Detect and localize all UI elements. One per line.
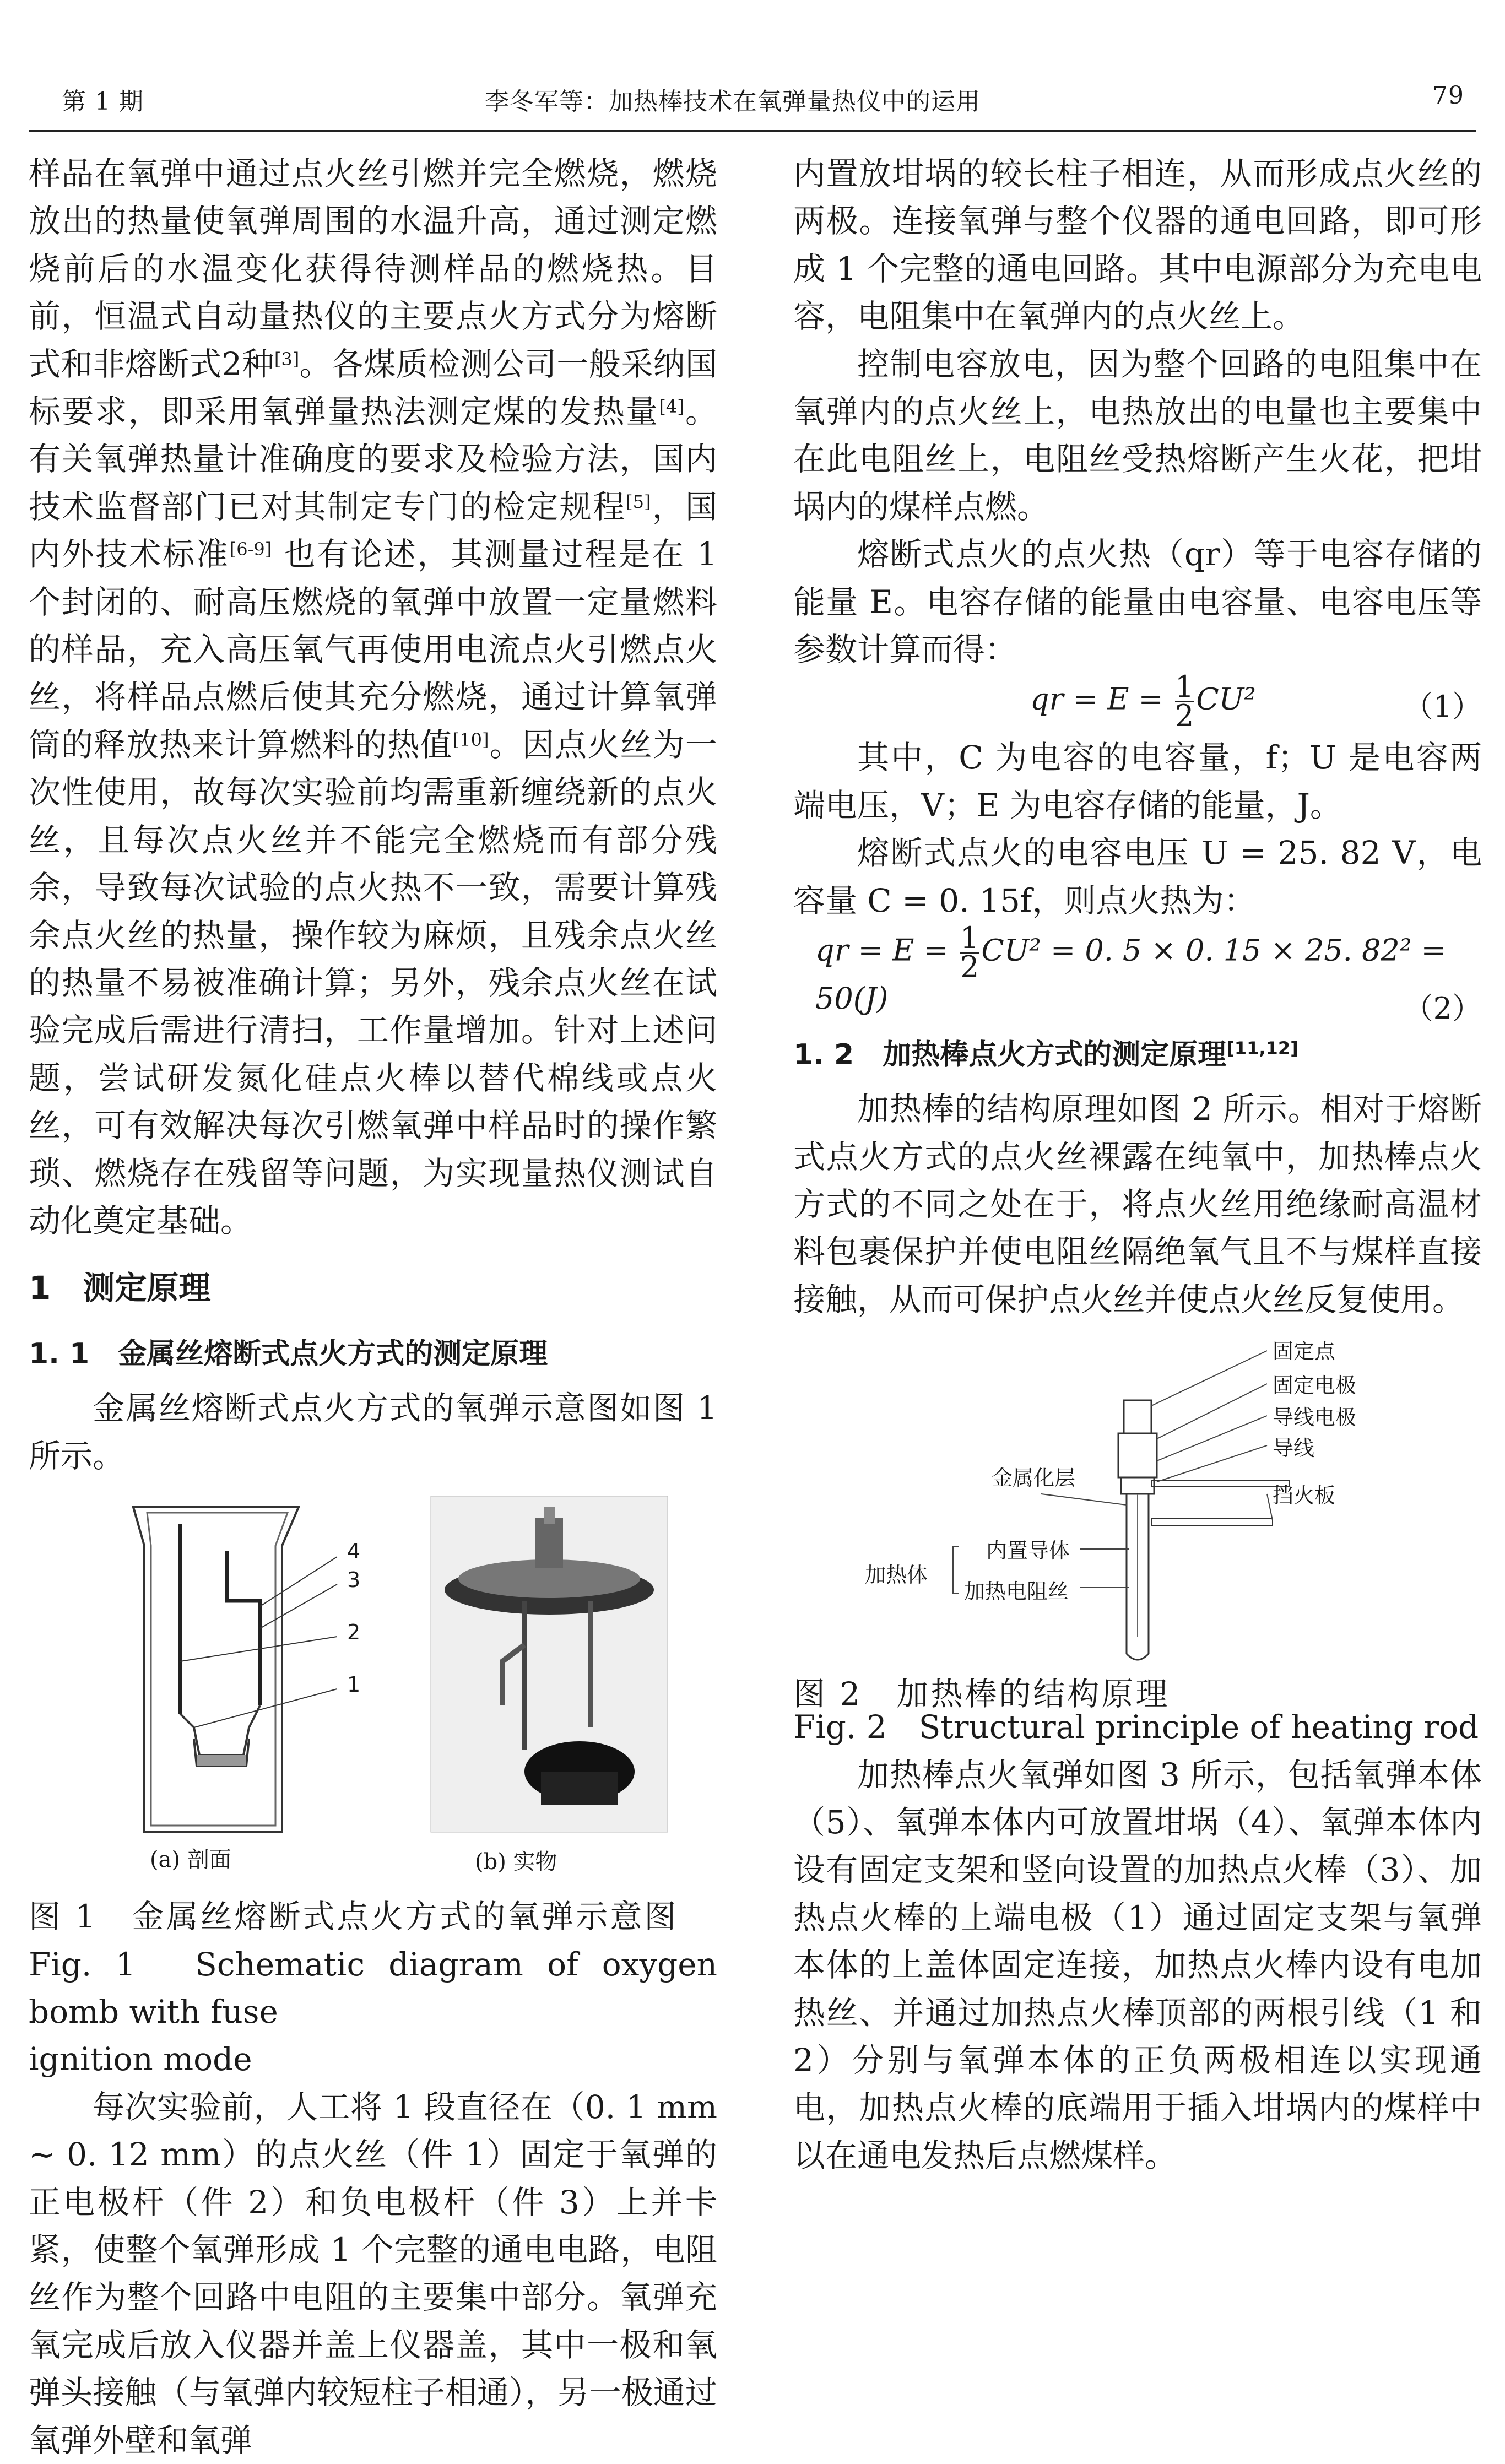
subsection-heading: 1. 2 加热棒点火方式的测定原理[11,12] xyxy=(793,1038,1298,1072)
fig2-label-inner-conductor: 内置导体 xyxy=(986,1539,1070,1563)
paragraph: 加热棒点火氧弹如图 3 所示，包括氧弹本体（5）、氧弹本体内可放置坩埚（4）、氧弹本体内设有固定支架和竖向设置的加热点火棒（3）、加热点火棒的上端电极（1）通过固定支架与氧弹本体的上盖体固定连接，加热点火棒内设有电加热丝、并通过加热点火棒顶部的两根引线（1 和 2）分别与氧弹本体的正负两极相连以实现通电，加热点火棒的底端用于插入坩埚内的煤样中以在通电发热后点燃煤样。 xyxy=(793,1756,1482,2174)
fig2-label-fixed-electrode: 固定电极 xyxy=(1273,1373,1357,1398)
equation-2: qr = E = $\frac{1}{2}$ CU² = 0. 5 × 0. 15 × 25. 82² = 50(J) xyxy=(815,920,1446,1016)
figure-1 xyxy=(29,1496,717,1893)
fig2-label-heating-body: 加热体 xyxy=(865,1563,928,1588)
figure-1-caption-en: Fig. 1 Schematic diagram of oxygen bomb with fuse xyxy=(29,1945,717,2030)
paragraph: 样品在氧弹中通过点火丝引燃并完全燃烧，燃烧放出的热量使氧弹周围的水温升高，通过测定燃烧前后的水温变化获得待测样品的燃烧热。目前，恒温式自动量热仪的主要点火方式分为熔断式和非熔断式2种[3]。各煤质检测公司一般采纳国标要求，即采用氧弹量热法测定煤的发热量[4]。有关氧弹热量计准确度的要求及检验方法，国内技术监督部门已对其制定专门的检定规程[5]，国内外技术标准[6-9] 也有论述，其测量过程是在 1 个封闭的、耐高压燃烧的氧弹中放置一定量燃料的样品，充入高压氧气再使用电流点火引燃点火丝，将样品点燃后使其充分燃烧，通过计算氧弹筒的释放热来计算燃料的热值[10]。因点火丝为一次性使用，故每次实验前均需重新缠绕新的点火丝，且每次点火丝并不能完全燃烧而有部分残余，导致每次试验的点火热不一致，需要计算残余点火丝的热量，操作较为麻烦，且残余点火丝的热量不易被准确计算；另外，残余点火丝在试验完成后需进行清扫，工作量增加。针对上述问题，尝试研发氮化硅点火棒以替代棉线或点火丝，可有效解决每次引燃氧弹中样品时的操作繁琐、燃烧存在残留等问题，为实现量热仪测试自动化奠定基础。 xyxy=(29,155,717,1239)
figure-2-drawing xyxy=(793,1329,1482,1670)
header-title: 李冬军等：加热棒技术在氧弹量热仪中的运用 xyxy=(485,88,981,116)
paragraph: 控制电容放电，因为整个回路的电阻集中在氧弹内的点火丝上，电热放出的电量也主要集中在此电阻丝上，电阻丝受热熔断产生火花，把坩埚内的煤样点燃。 xyxy=(793,345,1482,526)
subsection-heading: 1. 1 金属丝熔断式点火方式的测定原理 xyxy=(29,1337,548,1371)
paragraph: 熔断式点火的电容电压 U = 25. 82 V，电容量 C = 0. 15f，则点火热为： xyxy=(793,834,1482,919)
fig1-callout-3: 3 xyxy=(347,1568,361,1593)
fig2-label-lead-wire: 导线 xyxy=(1273,1436,1315,1461)
figure-2-caption-en: Fig. 2 Structural principle of heating rod xyxy=(793,1708,1479,1746)
figure-1-drawing xyxy=(29,1496,717,1849)
left-column xyxy=(29,150,717,2464)
fig1-callout-4: 4 xyxy=(347,1539,361,1564)
equation-1-number: （1） xyxy=(1403,689,1482,724)
equation-2-number-row xyxy=(793,985,1482,1025)
fig1-callout-1: 1 xyxy=(347,1672,361,1697)
figure-2-caption-cn: 图 2 加热棒的结构原理 xyxy=(793,1675,1170,1713)
figure-1-caption-en-2: ignition mode xyxy=(29,2040,252,2078)
paragraph: 每次实验前，人工将 1 段直径在（0. 1 mm ~ 0. 12 mm）的点火丝（件 1）固定于氧弹的正电极杆（件 2）和负电极杆（件 3）上并卡紧，使整个氧弹形成 1 个完整的通电电路，电阻丝作为整个回路中电阻的主要集中部分。氧弹充氧完成后放入仪器并盖上仪器盖，其中一极和氧弹头接触（与氧弹内较短柱子相通），另一极通过氧弹外壁和氧弹 xyxy=(29,2088,717,2459)
fig1-sublabel-a: (a) 剖面 xyxy=(150,1847,231,1873)
equation-2-number: （2） xyxy=(1403,991,1482,1026)
header-rule xyxy=(29,130,1476,132)
fig2-label-lead-electrode: 导线电极 xyxy=(1273,1405,1357,1430)
figure-1-caption-cn: 图 1 金属丝熔断式点火方式的氧弹示意图 xyxy=(29,1898,679,1936)
paragraph: 金属丝熔断式点火方式的氧弹示意图如图 1 所示。 xyxy=(29,1389,717,1475)
fig2-label-fixed-point: 固定点 xyxy=(1273,1339,1336,1364)
fig2-label-metallized-layer: 金属化层 xyxy=(992,1466,1076,1491)
fig1-callout-2: 2 xyxy=(347,1620,361,1645)
fig1-sublabel-b: (b) 实物 xyxy=(475,1849,557,1875)
paragraph: 其中，C 为电容的电容量，f；U 是电容两端电压，V；E 为电容存储的能量，J。 xyxy=(793,739,1482,824)
equation-1: qr = E = $\frac{1}{2}$ CU² （1） xyxy=(1030,669,1482,734)
paragraph: 加热棒的结构原理如图 2 所示。相对于熔断式点火方式的点火丝裸露在纯氧中，加热棒点火方式的不同之处在于，将点火丝用绝缘耐高温材料包裹保护并使电阻丝隔绝氧气且不与煤样直接接触，从而可保护点火丝并使点火丝反复使用。 xyxy=(793,1090,1482,1318)
fig2-label-fire-baffle: 挡火板 xyxy=(1273,1483,1336,1508)
figure-2 xyxy=(793,1329,1482,1713)
paragraph: 内置放坩埚的较长柱子相连，从而形成点火丝的两极。连接氧弹与整个仪器的通电回路，即可形成 1 个完整的通电回路。其中电源部分为充电电容，电阻集中在氧弹内的点火丝上。 xyxy=(793,155,1482,335)
paragraph: 熔断式点火的点火热（qr）等于电容存储的能量 E。电容存储的能量由电容量、电容电压等参数计算而得： xyxy=(793,535,1482,669)
header-page-number: 79 xyxy=(1432,82,1464,110)
header-issue: 第 1 期 xyxy=(62,88,144,116)
section-heading: 1 测定原理 xyxy=(29,1269,211,1307)
fig2-label-heating-resistor: 加热电阻丝 xyxy=(964,1579,1069,1604)
right-column xyxy=(793,150,1482,2179)
